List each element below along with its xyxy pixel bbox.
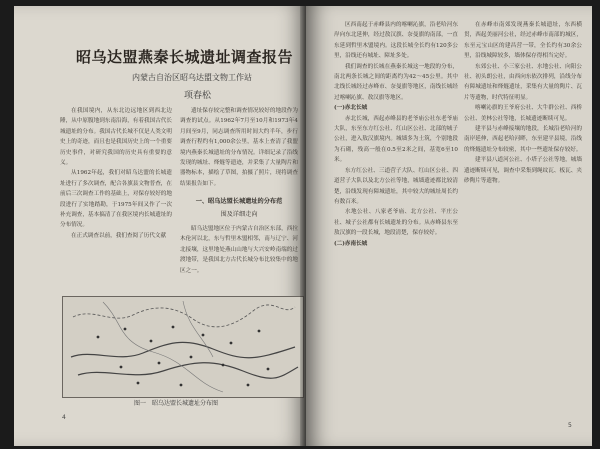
- paragraph: 东方红公社、三道营子大队、红山区公社、四道营子大队以及北方公社等地，城墙遗迹都比较清楚，沿线发现有障城遗址，其中较大的城址周长约有数百米。: [334, 167, 458, 205]
- paragraph: 在赤峰市南郊发现燕秦长城遗址，东西横贯，西起美丽河公社，经过赤峰市南部的城区，东至元宝山区的建昌营一带，全长约有30余公里，沿线城障较多，墙体保存得相当完好。: [464, 22, 582, 60]
- border-line: [73, 305, 295, 327]
- right-page: [306, 6, 592, 446]
- distribution-map: [62, 296, 304, 398]
- paragraph: 赤北长城，西起赤峰县的老爷庙公社东老爷庙大队，东至东方红公社、红山区公社、北部的城子公社，进入敖汉旗境内。城墙多为土筑，个别地段为石砌，残高一般在0.5至2米之间，基宽6至10米。: [334, 115, 458, 164]
- article-subtitle: 内蒙古自治区昭乌达盟文物工作站: [132, 73, 252, 82]
- page-number-left: 4: [62, 414, 66, 421]
- map-caption: 图一 昭乌达盟长城遗址分布图: [134, 400, 219, 407]
- site-markers: [97, 326, 270, 387]
- river-line: [103, 302, 223, 392]
- section-subheading: 围及详细走向: [220, 210, 258, 218]
- section-heading: 一、昭乌达盟长城遗址的分布范: [195, 198, 283, 206]
- paragraph: 喀喇沁旗的王爷府公社、大牛群公社、西桥公社、美林公社等地，长城遗迹断续可见。: [464, 105, 582, 122]
- right-column-1: [334, 20, 458, 418]
- paragraph: 建平县八道河公社、小塔子公社等地，城墙遗迹断续可见，调查中采集到绳纹瓦、板瓦、夹砂陶片等遗物。: [464, 157, 582, 185]
- paragraph: 东郊公社、小三家公社、水地公社、向阳公社、初头朗公社，由西向东依次排列，沿线分布有障城遗址和烽燧遗址，采集有大量的陶片、瓦片等遗物，时代特征明显。: [464, 63, 582, 101]
- river-line: [183, 301, 213, 357]
- left-page: [14, 6, 306, 446]
- wall-line-north: [71, 342, 295, 357]
- right-column-2: [464, 20, 582, 418]
- subsection-heading: (一)赤北长城: [334, 105, 368, 112]
- paragraph: 水地公社、八家老爷庙、北方公社、平庄公社、城子公社都有长城遗址的分布。从赤峰县东至敖汉旗的一段长城，地段清楚，保存较好。: [334, 209, 458, 237]
- paragraph: 建平县与赤峰接壤的地段，长城沿老哈河的南岸延伸，西起老哈河畔，东至建平县境，沿线的烽燧遗址分布较密，其中一些遗址保存较好。: [464, 126, 582, 153]
- left-column-2: [180, 106, 298, 294]
- paragraph: 在我国境内，从东北边远地区到西北边陲，从中原腹地到东南沿海，有着我国古代长城遗址的分布。我国古代长城不仅是人类文明史上的奇迹，而且也是我国历史上的一个重要历史事件，对研究我国的历史具有重要的意义。: [60, 108, 172, 167]
- paragraph: 从1962年起，我们对昭乌达盟的长城遗址进行了多次调查，配合各旗县文物普查，在前后三次调查工作的基础上，对保存较好的地段进行了实地踏勘，于1975年间又作了一次补充调查，基本搞清了在我区境内长城遗址的分布情况。: [60, 170, 172, 229]
- map-graphic: [63, 297, 303, 397]
- left-column-1: [60, 106, 172, 294]
- article-title: 昭乌达盟燕秦长城遗址调查报告: [76, 48, 294, 66]
- paragraph: 我们调查的长城在燕秦长城这一地段的分布，南北两条长城之间的距离约为42～45公里。其中北线长城经过赤峰市、奈曼旗等地区，南线长城经过喀喇沁旗、敖汉旗等地区。: [334, 63, 458, 101]
- subsection-heading: (二)赤南长城: [334, 240, 368, 247]
- paragraph: 遗址保存较完整和调查情况较好的地段作为调查的试点。从1962年7月至10月和1973年4月间至9月，同志调查所用时间大约半年，步行调查行程约有1,000余公里，基本上查清了我盟境内燕秦长城遗址的分布情况。详细记录了沿线发现的城址、烽燧等遗迹，并采集了大量陶片和器物标本，描绘了草图，拍摄了照片，现将调查结果报告如下。: [180, 108, 298, 187]
- paragraph: 区西南起于赤峰县内的喀喇沁旗，沿老哈河东岸向东北延伸，经过敖汉旗、奈曼旗的南部，一直东延到哲里木盟境内。这段长城全长约有120多公里，沿线还有城址、障址多处。: [334, 22, 458, 60]
- paragraph: 昭乌达盟地区位于内蒙古自治区东部，西拉木伦河以北，东与哲里木盟相邻，南与辽宁、河北接壤，这里地处燕山山地与大兴安岭南端的过渡地带，是我国北方古代长城分布比较集中的地区之一。: [180, 226, 298, 274]
- paragraph: 在正式调查以前，我们查阅了历代文献: [71, 232, 167, 239]
- page-number-right: 5: [568, 422, 572, 429]
- article-author: 项春松: [184, 91, 212, 101]
